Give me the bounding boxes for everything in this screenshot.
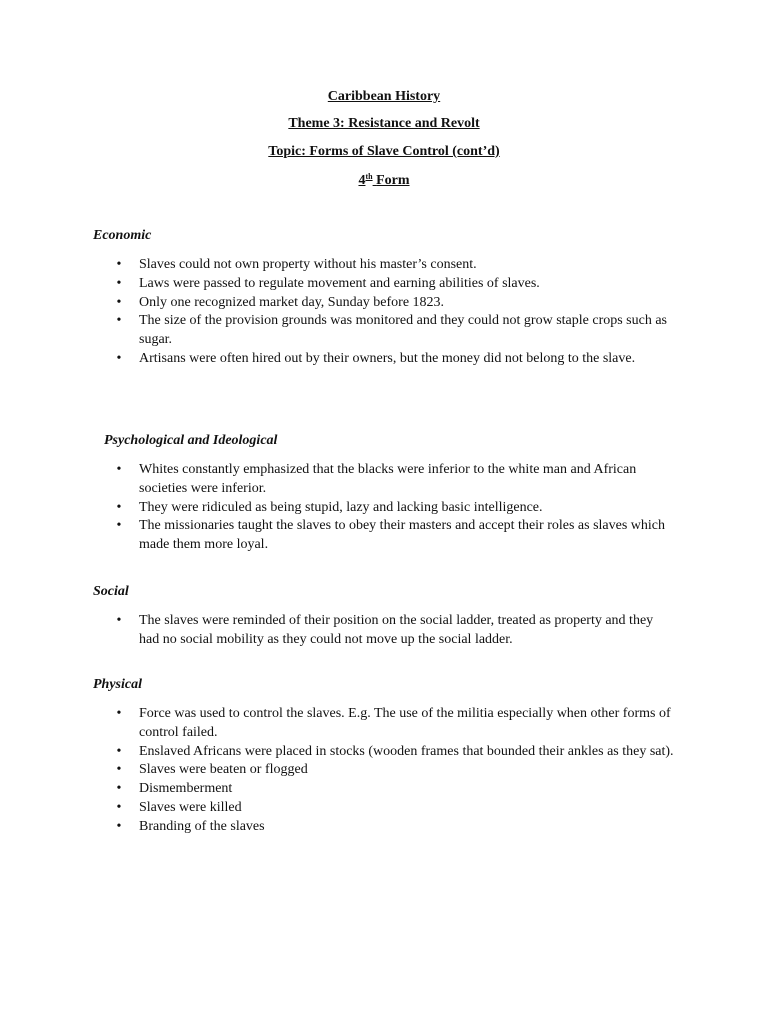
- title-theme: [0, 116, 768, 132]
- list-item: [114, 461, 674, 499]
- list-item: [114, 275, 674, 294]
- bullet-icon: •: [116, 706, 122, 721]
- list-item: [114, 612, 674, 650]
- bullet-icon: •: [116, 294, 122, 310]
- section-heading-physical: Physical: [93, 677, 142, 692]
- section-heading-economic: Economic: [93, 228, 152, 243]
- list-item-text: Artisans were often hired out by their owners, but the money did not belong to the slave.: [139, 350, 636, 366]
- list-item-text: Slaves were killed: [139, 799, 242, 815]
- list-item: [114, 799, 674, 818]
- list-item-text: Whites constantly emphasized that the blacks were inferior to the white man and African societies were inferior.: [139, 462, 637, 496]
- bullet-icon: •: [116, 350, 122, 366]
- bullet-icon: •: [116, 518, 122, 534]
- list-economic: [114, 256, 674, 369]
- bullet-icon: •: [116, 781, 122, 797]
- list-item-text: The slaves were reminded of their position on the social ladder, treated as property and they had no social mobility as they could not move up the social ladder.: [139, 613, 654, 647]
- list-item: [114, 294, 674, 313]
- form-suffix: th: [365, 172, 373, 181]
- list-item: [114, 705, 674, 743]
- list-item: [114, 780, 674, 799]
- list-item-text: Slaves could not own property without his master’s consent.: [139, 257, 477, 272]
- bullet-icon: •: [116, 818, 122, 834]
- title-course-text: Caribbean History: [327, 89, 441, 104]
- list-item-text: The size of the provision grounds was monitored and they could not grow staple crops such as sugar.: [139, 313, 668, 348]
- bullet-icon: •: [116, 743, 122, 759]
- list-item-text: They were ridiculed as being stupid, lazy and lacking basic intelligence.: [139, 499, 543, 515]
- form-word: Form: [376, 173, 410, 188]
- list-item-text: Slaves were beaten or flogged: [139, 762, 308, 778]
- title-topic-text: Topic: Forms of Slave Control (cont’d): [268, 144, 500, 159]
- section-heading-social: Social: [93, 584, 129, 599]
- list-item-text: Enslaved Africans were placed in stocks (wooden frames that bounded their ankles as they sat).: [139, 743, 674, 759]
- list-item: [114, 312, 674, 350]
- section-heading-psychological: Psychological and Ideological: [104, 433, 278, 448]
- bullet-icon: •: [116, 799, 122, 815]
- bullet-icon: •: [116, 762, 122, 778]
- list-item-text: Branding of the slaves: [139, 818, 265, 834]
- list-item-text: Dismemberment: [139, 781, 233, 797]
- list-item: [114, 761, 674, 780]
- title-form: [0, 173, 768, 189]
- bullet-icon: •: [116, 275, 122, 291]
- list-psychological: [114, 461, 674, 555]
- bullet-icon: •: [116, 499, 122, 515]
- bullet-icon: •: [116, 313, 122, 329]
- form-number: 4: [358, 173, 366, 188]
- bullet-icon: •: [116, 257, 122, 272]
- list-item: [114, 818, 674, 837]
- list-item: [114, 517, 674, 555]
- title-course: [0, 89, 768, 105]
- title-topic: [0, 144, 768, 160]
- list-physical: [114, 705, 674, 837]
- list-item: [114, 499, 674, 518]
- title-theme-text: Theme 3: Resistance and Revolt: [288, 116, 480, 131]
- list-item: [114, 256, 674, 275]
- list-item-text: Force was used to control the slaves. E.g. The use of the militia especially when other forms of control failed.: [139, 706, 671, 740]
- list-item: [114, 743, 674, 762]
- bullet-icon: •: [116, 462, 122, 477]
- list-item-text: The missionaries taught the slaves to obey their masters and accept their roles as slaves which made them more loyal.: [139, 518, 666, 553]
- list-item: [114, 350, 674, 369]
- list-item-text: Only one recognized market day, Sunday before 1823.: [139, 294, 445, 310]
- list-item-text: Laws were passed to regulate movement and earning abilities of slaves.: [139, 275, 540, 291]
- list-social: [114, 612, 674, 650]
- bullet-icon: •: [116, 613, 122, 628]
